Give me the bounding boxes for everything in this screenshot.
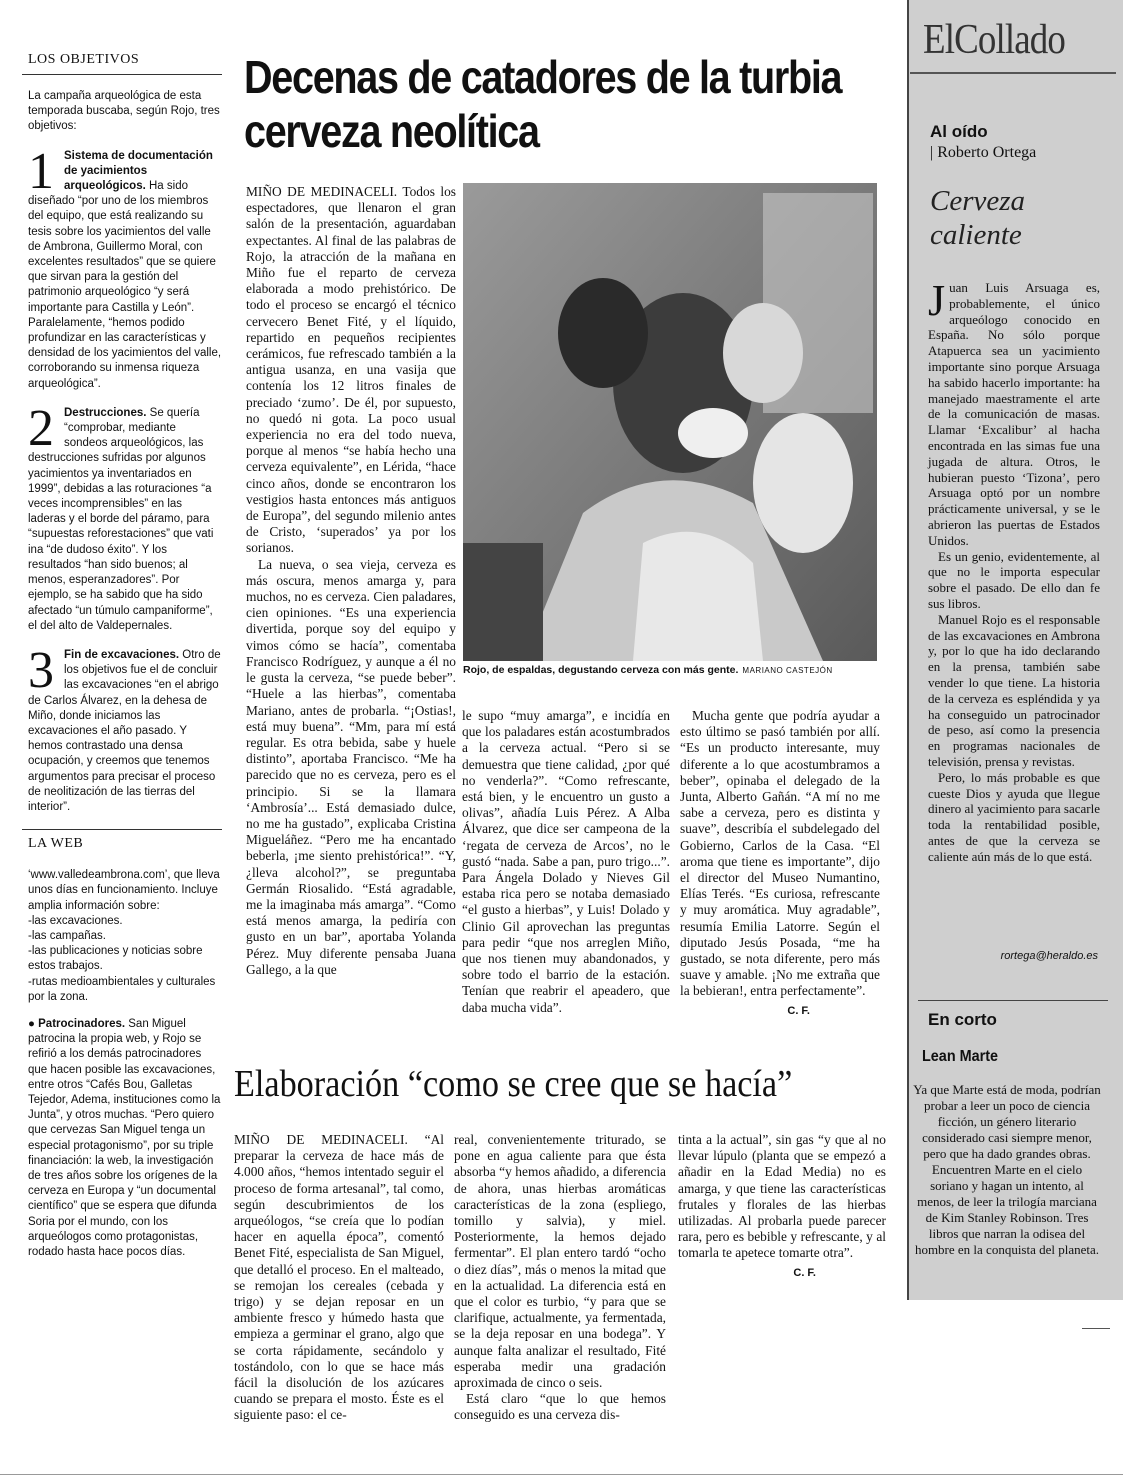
- paragraph: Está claro “que lo que hemos conseguido es una cerveza dis-: [454, 1391, 666, 1423]
- objective-item: [22, 399, 222, 634]
- objective-text: Otro de los objetivos fue el de concluir las excavaciones “en el abrigo de Carlos Álvarez, en la dehesa de Miño, donde iniciamos las excavaciones el año pasado. Y hemos contrastado una densa ocupación, y creemos que tenemos argumentos para precisar el proceso de neolitización de las tierras del interior”.: [28, 648, 221, 813]
- photo-caption: [463, 664, 877, 676]
- paragraph: Es un genio, evidentemente, al que no le importa especular sobre el pasado. De ello dan fe sus libros.: [928, 548, 1100, 611]
- article-photo: [463, 183, 877, 661]
- drop-cap: J: [928, 276, 946, 325]
- author-email[interactable]: rortega@heraldo.es: [1000, 950, 1098, 962]
- en-corto-heading: En corto: [928, 1010, 997, 1029]
- en-corto-title: Lean Marte: [922, 1048, 999, 1065]
- paragraph: La nueva, o sea vieja, cerveza es más oscura, menos amarga y, para muchos, no es cerveza. Cien paladares, cien opiniones. “Es una experiencia divertida, porque soy del equipo y vimos cómo se hacía”, comentaba Francisco Rodríguez, y aunque a él no le gusta la cerveza, “se puede beber”. “Huele a las hierbas”, comentaba Mariano, antes de probarla. “¡Ostias!, está muy buena”. “Mm, para mí está regular. Es otra bebida, sabe y huele distinto”, aportaba Francisco. “Me ha parecido que no es cerveza, pero es el principio. Si se la llamara ‘Ambrosía’... Está demasiado dulce, no me ha gustado”, explicaba Cristina Migueláñez. “Pero me ha encantado beberla, ¡me siento prehistórica!”. “Y, ¿lleva alcohol?”, se preguntaba Germán Riosalido. “Está agradable, me la imaginaba más amarga”. “Como está menos amarga, la pediría con gusto en un bar”, aportaba Yolanda Pérez. Muy diferente pensaba Juana Gallego, a la que: [246, 556, 456, 977]
- paragraph: Mucha gente que podría ayudar a esto último se pasó también por allí. “Es un producto interesante, muy diferente a lo que acostumbramos a beber”, opinaba el delegado de la Junta, Alberto Gañán. “A mí no me sabe a cerveza, pero es distinta y suave”, describía el subdelegado del Gobierno, Carlos de la Casa. “El aroma que tiene es importante”, dijo el director del Museo Numantino, Elías Terés. “Es curiosa, refrescante y muy aromática. Muy agradable”, resumía Emilia Latorre. Según el diputado Jesús Posada, “me ha gustado, se nota diferente, pero más suave y amable. ¡No me extraña que la bebieran!, entra perfectamente”.: [680, 708, 880, 999]
- paragraph: Manuel Rojo es el responsable de las excavaciones en Ambrona y, por lo que ha ido declarando en la prensa, también sabe vender lo que tiene. La historia de la cerveza es espléndida y ya ha conseguido un patrocinador de peso, así como la presencia en programas nacionales de televisión, prensa y revistas.: [928, 611, 1100, 769]
- article-column-2: [462, 708, 670, 1016]
- headline-text: Decenas de catadores de la turbia cerveza neolítica: [244, 51, 842, 157]
- opinion-title: [930, 184, 1025, 252]
- objective-text: Se quería “comprobar, mediante sondeos arqueológicos, las destrucciones sufridas por algunos yacimientos ya inventariados en 1999”, debidas a las roturaciones “a veces incomprensibles” en las laderas y el borde del páramo, para “supuestas reforestaciones” que vati ina “de dudoso éxito”. Y los resultados “han sido buenos; al menos, esperanzadores”. Por ejemplo, se ha sabido que ha sido afectado “un túmulo campaniforme”, el del alto de Valdepernales.: [28, 406, 214, 632]
- title-line: Cerveza: [930, 185, 1026, 217]
- signature: C. F.: [787, 1004, 810, 1017]
- objective-text: Ha sido diseñado “por uno de los miembros del equipo, que está realizando su tesis sobre los yacimientos del valle de Ambrona, Guillermo Moral, con excelentes resultados” que se quiere que sirvan para la gestión del patrimonio arqueológico “y será importante para Castilla y León”. Paralelamente, “hemos podido profundizar en las características y densidad de los yacimientos del valle, corroborando su inmensa riqueza arqueológica”.: [28, 180, 222, 390]
- page-bottom-rule: [0, 1474, 1123, 1475]
- paragraph: real, convenientemente triturado, se pone en agua caliente para que ésta absorba “y hemos añadido, a diferencia de ahora, unas hierbas aromáticas características de la zona (espliego, tomillo y salvia), y miel. Posteriormente, la hemos dejado fermentar”. El plan entero tardó “ocho o diez días”, más o menos la mitad que en la actualidad. La diferencia está en que el color es turbio, “y para que se clarifique, actualmente, ya fermentada, se la deja reposar en una bodega”. Y aunque falta analizar el resultado, Fité esperaba medir una gradación aproximada de cinco o seis.: [454, 1132, 666, 1391]
- objective-number: 1: [28, 142, 54, 200]
- patrocinadores: [28, 1017, 222, 1260]
- paragraph: tinta a la actual”, sin gas “y que al no llevar lúpulo (planta que se empezó a añadir en la Edad Media) no es amarga, y que tiene las características frutales y florales de las hierbas utilizadas. Al probarla puede parecer rara, pero es bebible y refrescante, y al tomarla te apetece tomarte otra”.: [678, 1132, 886, 1261]
- objective-title: Destrucciones.: [64, 406, 147, 419]
- objetivos-heading: LOS OBJETIVOS: [22, 52, 222, 75]
- web-item: -las publicaciones y noticias sobre estos trabajos.: [28, 945, 203, 973]
- web-item: -las campañas.: [28, 929, 106, 942]
- en-corto-text: Ya que Marte está de moda, podrían probar a leer un poco de ciencia ficción, un género literario considerado casi siempre menor, pero que ha dado grandes obras. Encuentren Marte en el cielo soriano y hagan un intento, al menos, de leer la trilogía marciana de Kim Stanley Robinson. Tres libros que narran la odisea del hombre en la conquista del planeta.: [913, 1082, 1101, 1257]
- divider: [918, 1000, 1108, 1001]
- second-column-3: [678, 1132, 886, 1281]
- divider: [22, 829, 222, 830]
- paragraph: [928, 276, 1100, 549]
- article-column-3: [680, 708, 880, 1019]
- author: | Roberto Ortega: [930, 144, 1037, 161]
- objective-title: Fin de excavaciones.: [64, 648, 180, 661]
- paragraph: MIÑO DE MEDINACELI. “Al preparar la cerveza de hace más de 4.000 años, “hemos intentado seguir el proceso de forma artesanal”, tal como, según descubrimientos de los arqueólogos, “se creía que lo podían hacer en aquella época”, comentó Benet Fité, especialista de San Miguel, que detalló el proceso. En el malteado, se remojan los cereales (cebada y trigo) y se dejan reposar en un ambiente fresco y húmedo hasta que empieza a germinar el grano, algo que se corta rápidamente, secándolo y tostándolo, con lo que se hace más fácil la disolución de los azúcares cuando se prepara el mosto. Éste es el siguiente paso: el ce-: [234, 1132, 444, 1423]
- title-line: caliente: [930, 219, 1022, 251]
- paragraph-text: uan Luis Arsuaga es, probablemente, el único arqueólogo conocido en España. No sólo porque Atapuerca sea un yacimiento importante sino porque Arsuaga ha sabido hacerlo importante: ha manejado maestramente el arte de la comunicación de masas. Llamar ‘Excalibur’ al hacha encontrada en las simas fue una jugada de altura. Otros, le hubieran puesto ‘Tizona’, pero Arsuaga optó por un nombre prácticamente universal, y se le abrieron las puertas de Estados Unidos.: [928, 280, 1100, 548]
- second-headline: Elaboración “como se cree que se hacía”: [234, 1063, 793, 1105]
- caption-text: Rojo, de espaldas, degustando cerveza con más gente.: [463, 664, 739, 676]
- web-item: -rutas medioambientales y culturales por la zona.: [28, 975, 216, 1003]
- patro-text: San Miguel patrocina la propia web, y Rojo se refirió a los demás patrocinadores que hacen posible las excavaciones, entre otros “Cafés Bou, Galletas Tejedor, Adema, instituciones como la Junta”, y otros muchas. “Pero quiero que cervezas San Miguel tenga un especial protagonismo”, por su triple financiación: la web, la investigación de tres años sobre los orígenes de la cerveza en Europa y “un documental científico” que se espera que difunda Soria por el mundo, con los arqueólogos como protagonistas, rodado hasta hace pocos días.: [28, 1017, 221, 1259]
- second-column-2: [454, 1132, 666, 1424]
- objective-item: [22, 641, 222, 815]
- signature: C. F.: [793, 1266, 816, 1279]
- objective-number: 2: [28, 399, 54, 457]
- brand-rule: [910, 72, 1116, 74]
- objective-number: 3: [28, 641, 54, 699]
- web-heading: LA WEB: [28, 836, 84, 852]
- main-headline: [244, 50, 842, 158]
- paragraph: le supo “muy amarga”, e incidía en que los paladares están acostumbrados a la cerveza actual. “Pero si se demuestra que tiene calidad, ¿por qué no venderla?”. “Como refrescante, está bien, y le encuentro un gusto a olivas”, añadía Luis Pérez. A Alba Álvarez, que dice ser campeona de la ‘regata de cerveza de Arcos’, no le gustó “nada. Sabe a pan, puro trigo...”. Para Ángela Dolado y Nieves Gil estaba rica pero se notaba demasiado “el gusto a hierbas”, y Luis! Dolado y Clinio Gil aprovechan las preguntas para pedir “que nos arreglen Miño, que nos tienen muy abandonados, y sobre todo el barrio de la estación. Tenían que reabrir el apeadero, que daba mucha vida”.: [462, 708, 670, 1015]
- patro-title: ● Patrocinadores.: [28, 1017, 126, 1030]
- objetivos-intro: La campaña arqueológica de esta temporada buscaba, según Rojo, tres objetivos:: [28, 90, 220, 133]
- left-sidebar: [22, 52, 222, 1260]
- web-item: -las excavaciones.: [28, 914, 123, 927]
- objective-item: [22, 142, 222, 392]
- second-column-1: [234, 1132, 444, 1424]
- web-text: ‘www.valledeambrona.com’, que lleva unos días en funcionamiento. Incluye amplia información sobre:: [28, 869, 220, 912]
- objective-title: Sistema de documentación de yacimientos arqueológicos.: [64, 149, 213, 193]
- web-section: [22, 868, 222, 1260]
- article-column-1: [246, 184, 456, 978]
- section-label: Al oído: [930, 122, 988, 141]
- paragraph: MIÑO DE MEDINACELI. Todos los espectadores, que llenaron el gran salón de la presentación, aguardaban expectantes. Al final de las palabras de Rojo, la atracción de la mañana en Miño fue el reparto de cerveza elaborada a modo prehistórico. De todo el proceso se encargó el técnico cervecero Benet Fité, y el líquido, repartido en pequeños recipientes cerámicos, fue refrescado también a la antigua usanza, en una vasija que contenía los 12 litros finales de preciado ‘zumo’. De él, por supuesto, no quedó ni gota. La poco usual experiencia no era del todo nueva, porque al menos “se había hecho una cerveza equivalente”, en Lérida, “hace cinco años, donde se encontraron los vestigios hasta entonces más antiguos de Europa”, del segundo milenio antes de Cristo, ‘superados’ ya por los sorianos.: [246, 184, 456, 556]
- photo-illustration: [463, 183, 877, 661]
- opinion-body: [928, 276, 1100, 864]
- brand-title: ElCollado: [923, 17, 1065, 63]
- photo-credit: MARIANO CASTEJÓN: [742, 666, 833, 675]
- divider: [1082, 1328, 1110, 1329]
- paragraph: Pero, lo más probable es que cueste Dios y ayuda que llegue dinero al yacimiento para sacarle toda la rentabilidad posible, antes de que la cerveza se caliente aún más de lo que está.: [928, 769, 1100, 864]
